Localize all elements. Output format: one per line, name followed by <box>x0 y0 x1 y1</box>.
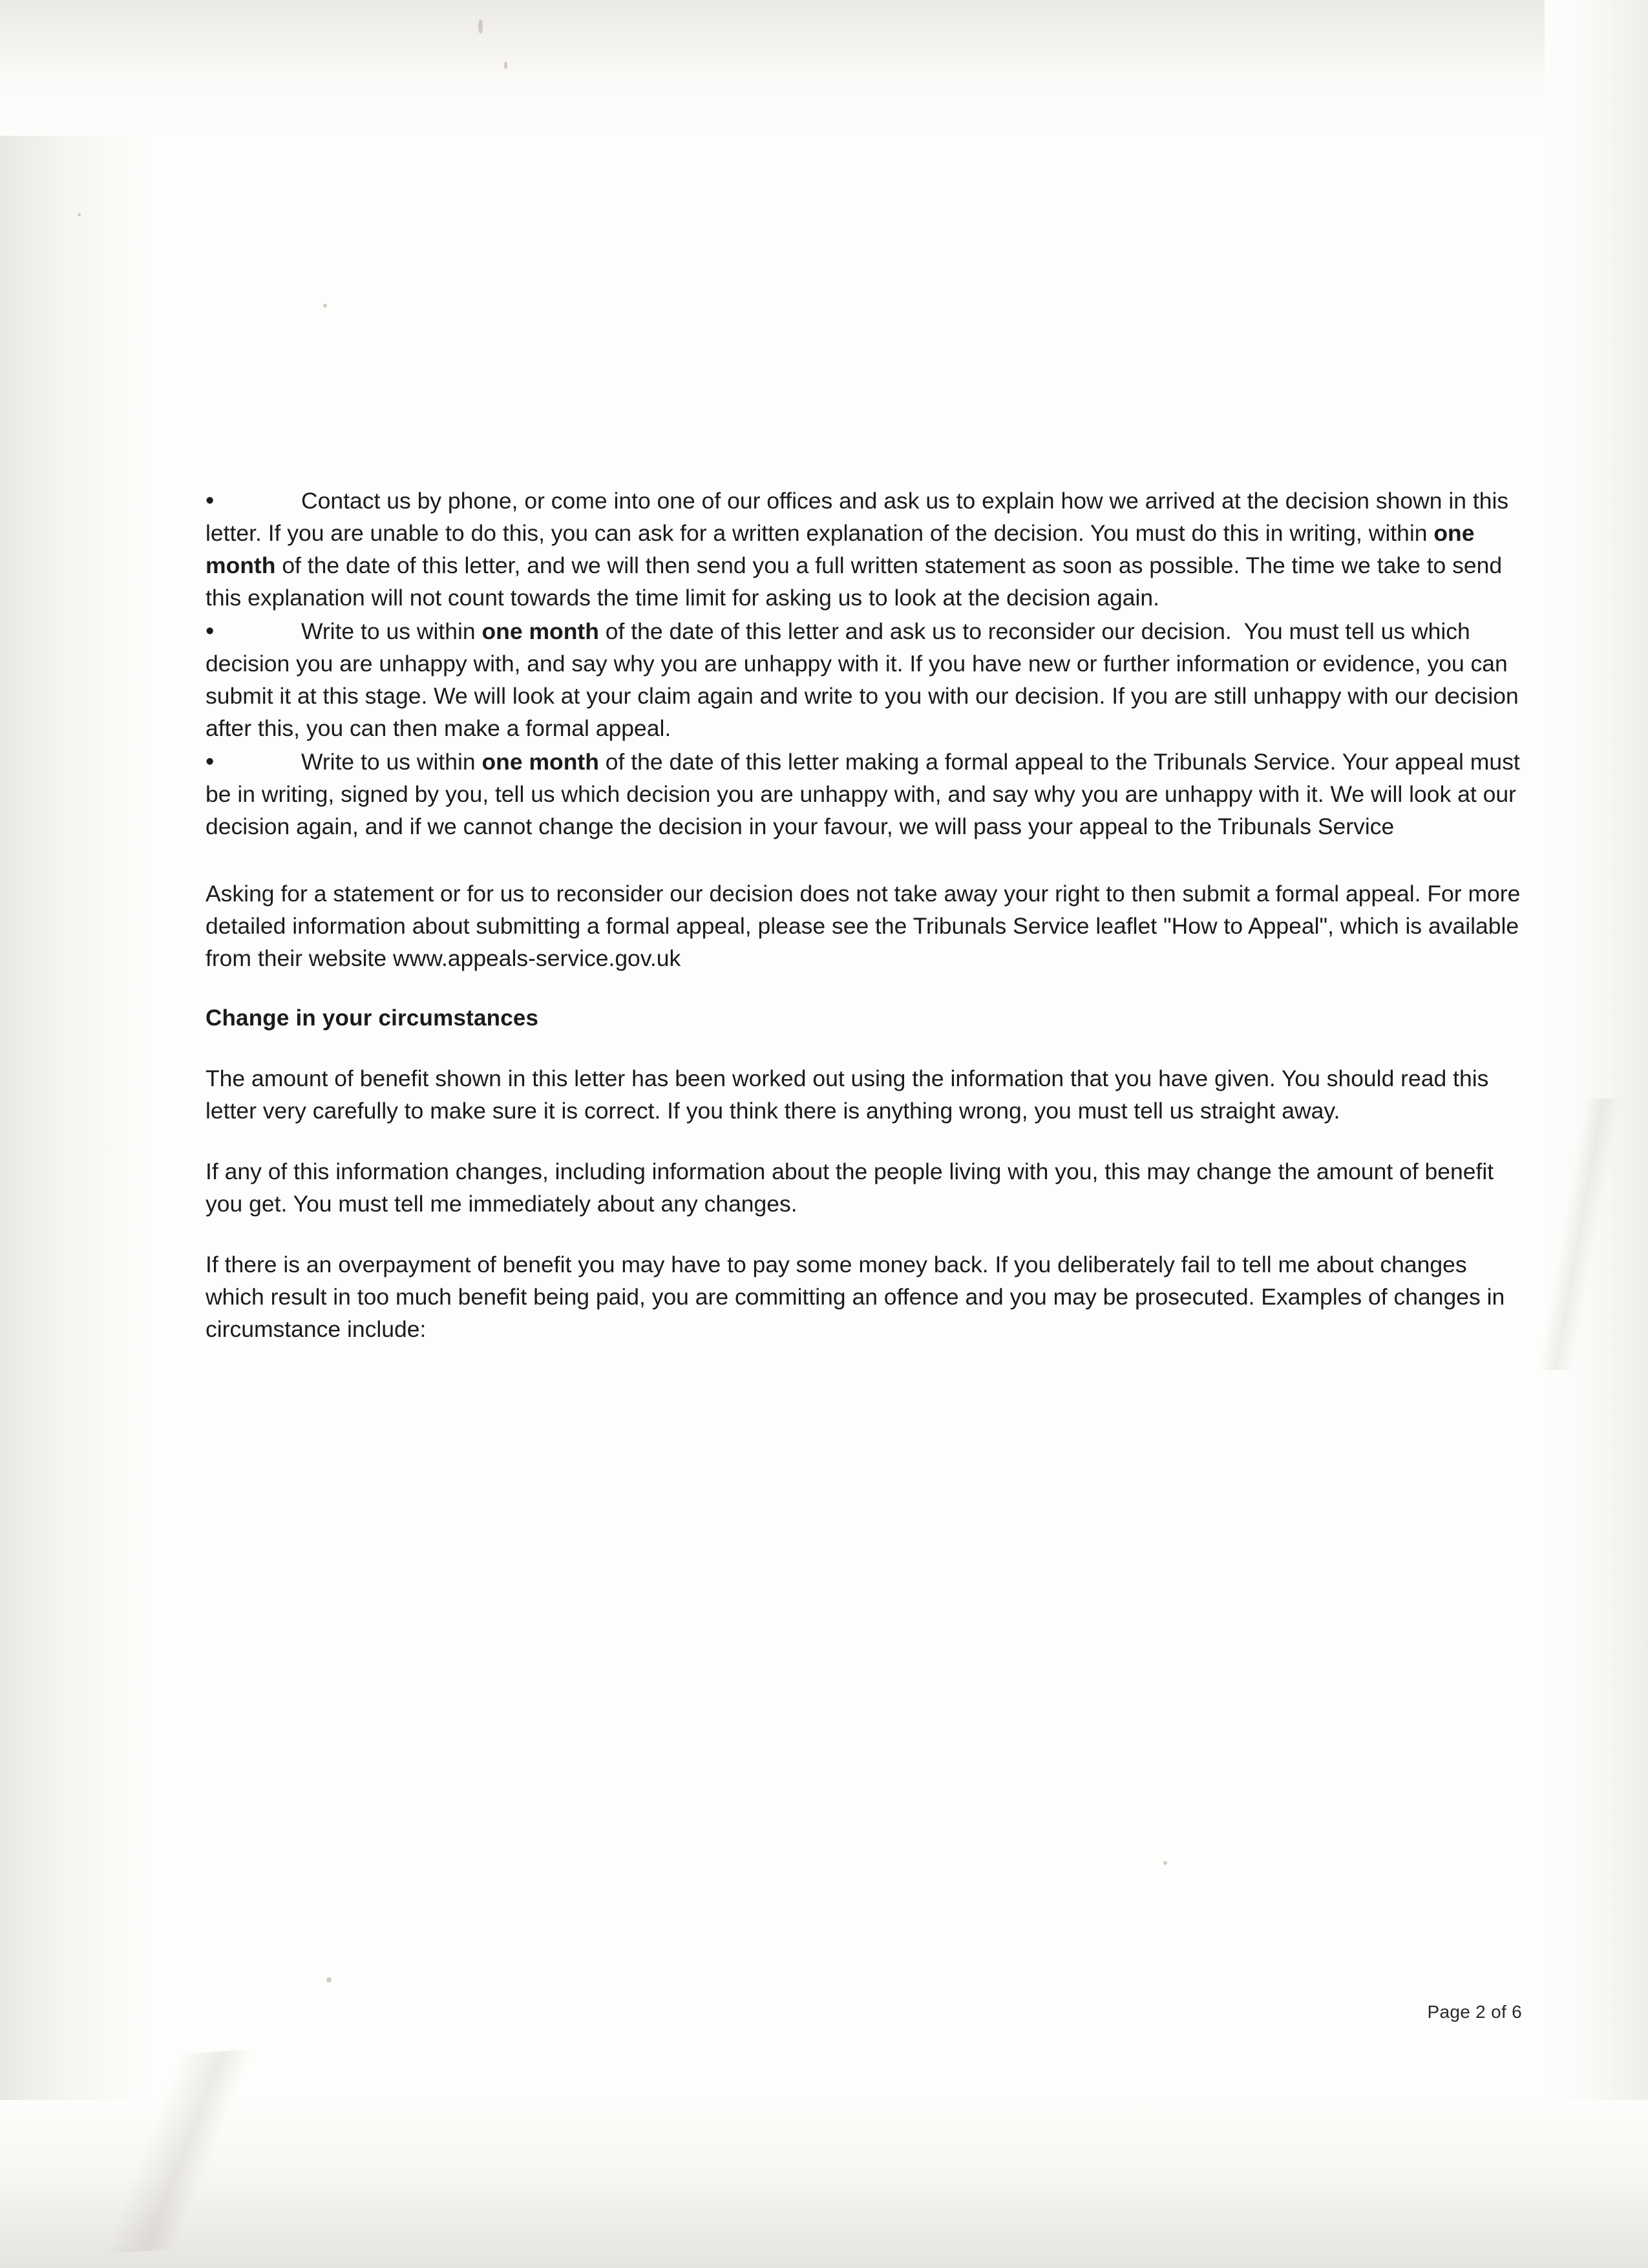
paragraph-overpayment: If there is an overpayment of benefit you may have to pay some money back. If you deliberately fail to tell me about changes which result in too much benefit being paid, you are committing an offence and you may be prosecuted. Examples of changes in circumstance include: <box>206 1252 1505 1342</box>
emphasis-one-month: one month <box>481 749 599 775</box>
appeal-note-paragraph: Asking for a statement or for us to reconsider our decision does not take away your right to then submit a formal appeal. For more detailed information about submitting a formal appeal, please see the Tribunals Service leaflet "How to Appeal", which is available from their website www.appeals-service.gov.uk <box>206 881 1521 971</box>
scan-speck <box>323 304 327 308</box>
paragraph-information-changes: If any of this information changes, including information about the people living with you, this may change the amount of benefit you get. You must tell me immediately about any changes. <box>206 1159 1494 1217</box>
paper-crease <box>1506 1098 1635 1370</box>
scan-edge-shading-top <box>0 0 1648 136</box>
scan-edge-shading-left <box>0 0 149 2268</box>
list-item <box>206 485 1524 614</box>
scan-speck <box>1163 1861 1167 1865</box>
list-item <box>206 615 1524 744</box>
emphasis-one-month: one month <box>481 618 599 644</box>
list-item-text: Write to us within one month of the date of this letter making a formal appeal to the Tribunals Service. Your appeal must be in writing, signed by you, tell us which decision you are unhappy with, and say why you are unhappy with it. We will look at our decision again, and if we cannot change the decision in your favour, we will pass your appeal to the Tribunals Service <box>206 749 1520 839</box>
appeal-options-list <box>206 485 1524 843</box>
list-item-text: Write to us within one month of the date of this letter and ask us to reconsider our decision. You must tell us which decision you are unhappy with, and say why you are unhappy with it. If you have new or further information or evidence, you can submit it at this stage. We will look at your claim again and write to you with our decision. If you are still unhappy with our decision after this, you can then make a formal appeal. <box>206 618 1519 741</box>
emphasis-one-month: one month <box>206 520 1475 578</box>
scan-speck <box>78 213 81 216</box>
bullet-icon <box>206 615 301 647</box>
section-heading-change-in-circumstances: Change in your circumstances <box>206 1005 539 1031</box>
list-item <box>206 746 1524 843</box>
scan-edge-shading-bottom <box>0 2100 1648 2268</box>
scan-speck <box>504 61 507 69</box>
paragraph-benefit-amount: The amount of benefit shown in this letter has been worked out using the information that you have given. You should read this letter very carefully to make sure it is correct. If you think there is anything wrong, you must tell us straight away. <box>206 1066 1489 1124</box>
scan-speck <box>326 1977 332 1982</box>
letter-body <box>206 485 1524 1345</box>
scan-speck <box>478 19 483 34</box>
scan-edge-shading-right <box>1545 0 1648 2268</box>
bullet-icon <box>206 485 301 517</box>
list-item-text: Contact us by phone, or come into one of our offices and ask us to explain how we arrived at the decision shown in this letter. If you are unable to do this, you can ask for a written explanation of the decision. You must do this in writing, within one month of the date of this letter, and we will then send you a full written statement as soon as possible. The time we take to send this explanation will not count towards the time limit for asking us to look at the decision again. <box>206 488 1509 611</box>
paper-crease <box>32 2045 323 2258</box>
page-number-footer: Page 2 of 6 <box>1427 2002 1522 2022</box>
bullet-icon <box>206 746 301 778</box>
